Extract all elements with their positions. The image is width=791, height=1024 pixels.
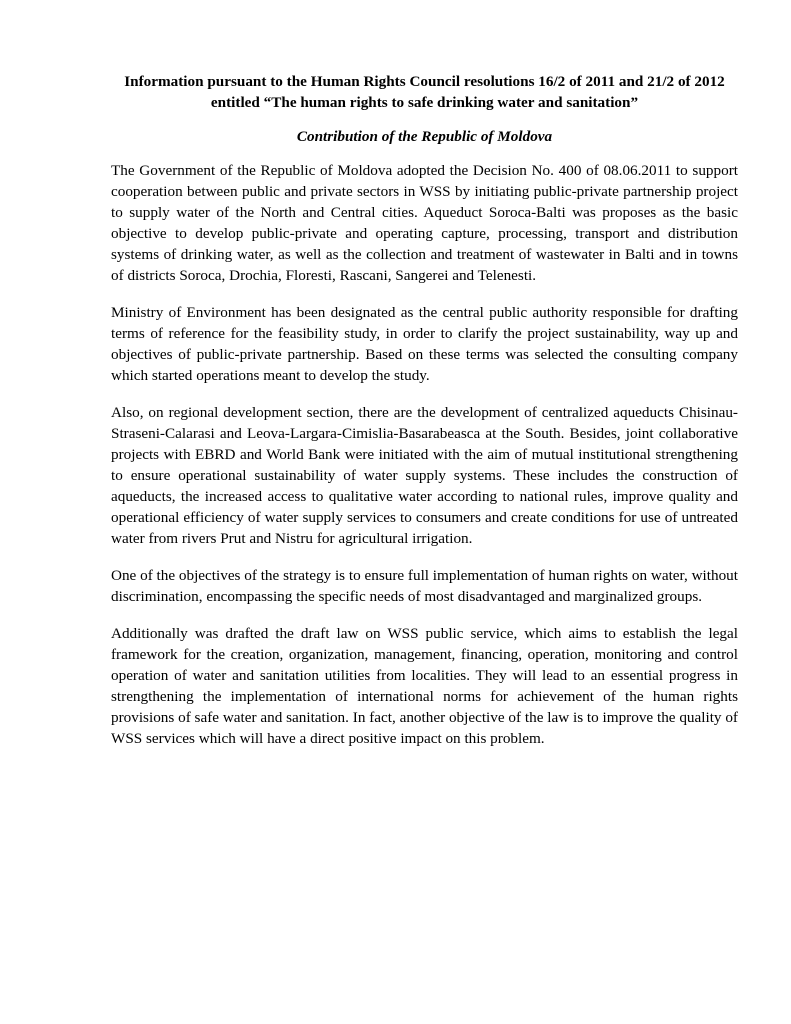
document-subtitle: Contribution of the Republic of Moldova bbox=[296, 128, 553, 145]
paragraph-ministry-environment: Ministry of Environment has been designated as the central public authority responsible for drafting terms of reference for the feasibility study, in order to clarify the project sustainability, way up and objectives of public-private partnership. Based on these terms was selected the consulting company which started operations meant to develop the study. bbox=[111, 304, 738, 384]
document-page bbox=[111, 71, 738, 749]
document-title-line-1: Information pursuant to the Human Rights Council resolutions 16/2 of 2011 and 21/2 of 2012 bbox=[124, 73, 725, 90]
document-title-line-2: entitled “The human rights to safe drinking water and sanitation” bbox=[210, 94, 639, 111]
paragraph-decision-400: The Government of the Republic of Moldova adopted the Decision No. 400 of 08.06.2011 to support cooperation between public and private sectors in WSS by initiating public-private partnership project to supply water of the North and Central cities. Aqueduct Soroca-Balti was proposes as the basic objective to develop public-private and operating capture, processing, transport and distribution systems of drinking water, as well as the collection and treatment of wastewater in Balti and in towns of districts Soroca, Drochia, Floresti, Rascani, Sangerei and Telenesti. bbox=[111, 162, 738, 284]
paragraph-regional-development: Also, on regional development section, there are the development of centralized aqueducts Chisinau-Straseni-Calarasi and Leova-Largara-Cimislia-Basarabeasca at the South. Besides, joint collaborative projects with EBRD and World Bank were initiated with the aim of mutual institutional strengthening to ensure operational sustainability of water supply systems. These includes the construction of aqueducts, the increased access to qualitative water according to national rules, improve quality and operational efficiency of water supply services to consumers and create conditions for use of untreated water from rivers Prut and Nistru for agricultural irrigation. bbox=[111, 404, 738, 547]
document-title bbox=[111, 71, 738, 113]
paragraph-strategy-objectives: One of the objectives of the strategy is to ensure full implementation of human rights on water, without discrimination, encompassing the specific needs of most disadvantaged and marginalized groups. bbox=[111, 567, 738, 605]
paragraph-draft-law-wss: Additionally was drafted the draft law on WSS public service, which aims to establish the legal framework for the creation, organization, management, financing, operation, monitoring and control operation of water and sanitation utilities from localities. They will lead to an essential progress in strengthening the implementation of international norms for achievement of the human rights provisions of safe water and sanitation. In fact, another objective of the law is to improve the quality of WSS services which will have a direct positive impact on this problem. bbox=[111, 625, 738, 747]
